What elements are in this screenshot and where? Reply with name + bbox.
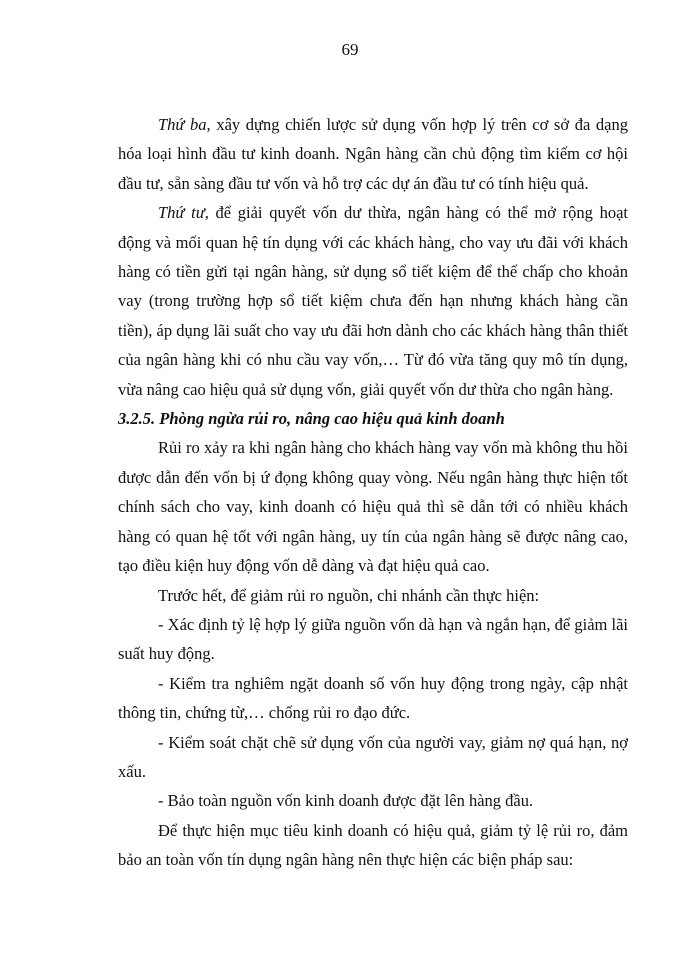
paragraph-lead: Thứ tư, bbox=[158, 203, 209, 223]
paragraph-risk-intro: Rủi ro xảy ra khi ngân hàng cho khách hàng vay vốn mà không thu hồi được dẫn đến vốn bị ứ đọng không quay vòng. Nếu ngân hàng thực hiện tốt chính sách cho vay, kinh doanh có hiệu quả thì sẽ dẫn tới có nhiều khách hàng có quan hệ tốt với ngân hàng, uy tín của ngân hàng sẽ được nâng cao, tạo điều kiện huy động vốn dễ dàng và đạt hiệu quả cao. bbox=[118, 438, 628, 576]
paragraph-thu-ba bbox=[118, 110, 628, 198]
paragraph-lead: Thứ ba, bbox=[158, 115, 211, 134]
paragraph-text: để giải quyết vốn dư thừa, ngân hàng có thể mở rộng hoạt động và mối quan hệ tín dụng với các khách hàng, cho vay ưu đãi với khách hàng có tiền gửi tại ngân hàng, sử dụng sổ tiết kiệm để thế chấp cho khoản vay (trong trường hợp sổ tiết kiệm chưa đến hạn nhưng khách hàng cần tiền), áp dụng lãi suất cho vay ưu đãi hơn dành cho các khách hàng thân thiết của ngân hàng khi có nhu cầu vay vốn,… Từ đó vừa tăng quy mô tín dụng, vừa nâng cao hiệu quả sử dụng vốn, giải quyết vốn dư thừa cho ngân hàng. bbox=[118, 203, 628, 399]
paragraph-conclusion: Để thực hiện mục tiêu kinh doanh có hiệu quả, giảm tỷ lệ rủi ro, đảm bảo an toàn vốn tín dụng ngân hàng nên thực hiện các biện pháp sau: bbox=[118, 820, 628, 870]
page-body bbox=[118, 110, 628, 875]
section-heading: 3.2.5. Phòng ngừa rủi ro, nâng cao hiệu quả kinh doanh bbox=[118, 409, 505, 429]
paragraph-first-step: Trước hết, để giảm rủi ro nguồn, chi nhánh cần thực hiện: bbox=[158, 585, 540, 605]
list-item: - Kiểm tra nghiêm ngặt doanh số vốn huy động trong ngày, cập nhật thông tin, chứng từ,… chống rủi ro đạo đức. bbox=[118, 673, 628, 723]
list-item: - Xác định tỷ lệ hợp lý giữa nguồn vốn dà hạn và ngắn hạn, để giảm lãi suất huy động. bbox=[118, 614, 628, 664]
list-item: - Bảo toàn nguồn vốn kinh doanh được đặt lên hàng đầu. bbox=[158, 791, 534, 811]
paragraph-thu-tu bbox=[118, 198, 628, 404]
paragraph-text: xây dựng chiến lược sử dụng vốn hợp lý trên cơ sở đa dạng hóa loại hình đầu tư kinh doanh. Ngân hàng cần chủ động tìm kiếm cơ hội đầu tư, sẵn sàng đầu tư vốn và hỗ trợ các dự án đầu tư có tính hiệu quả. bbox=[118, 115, 628, 193]
list-item: - Kiểm soát chặt chẽ sử dụng vốn của người vay, giảm nợ quá hạn, nợ xấu. bbox=[118, 732, 628, 781]
page-number: 69 bbox=[341, 40, 359, 59]
